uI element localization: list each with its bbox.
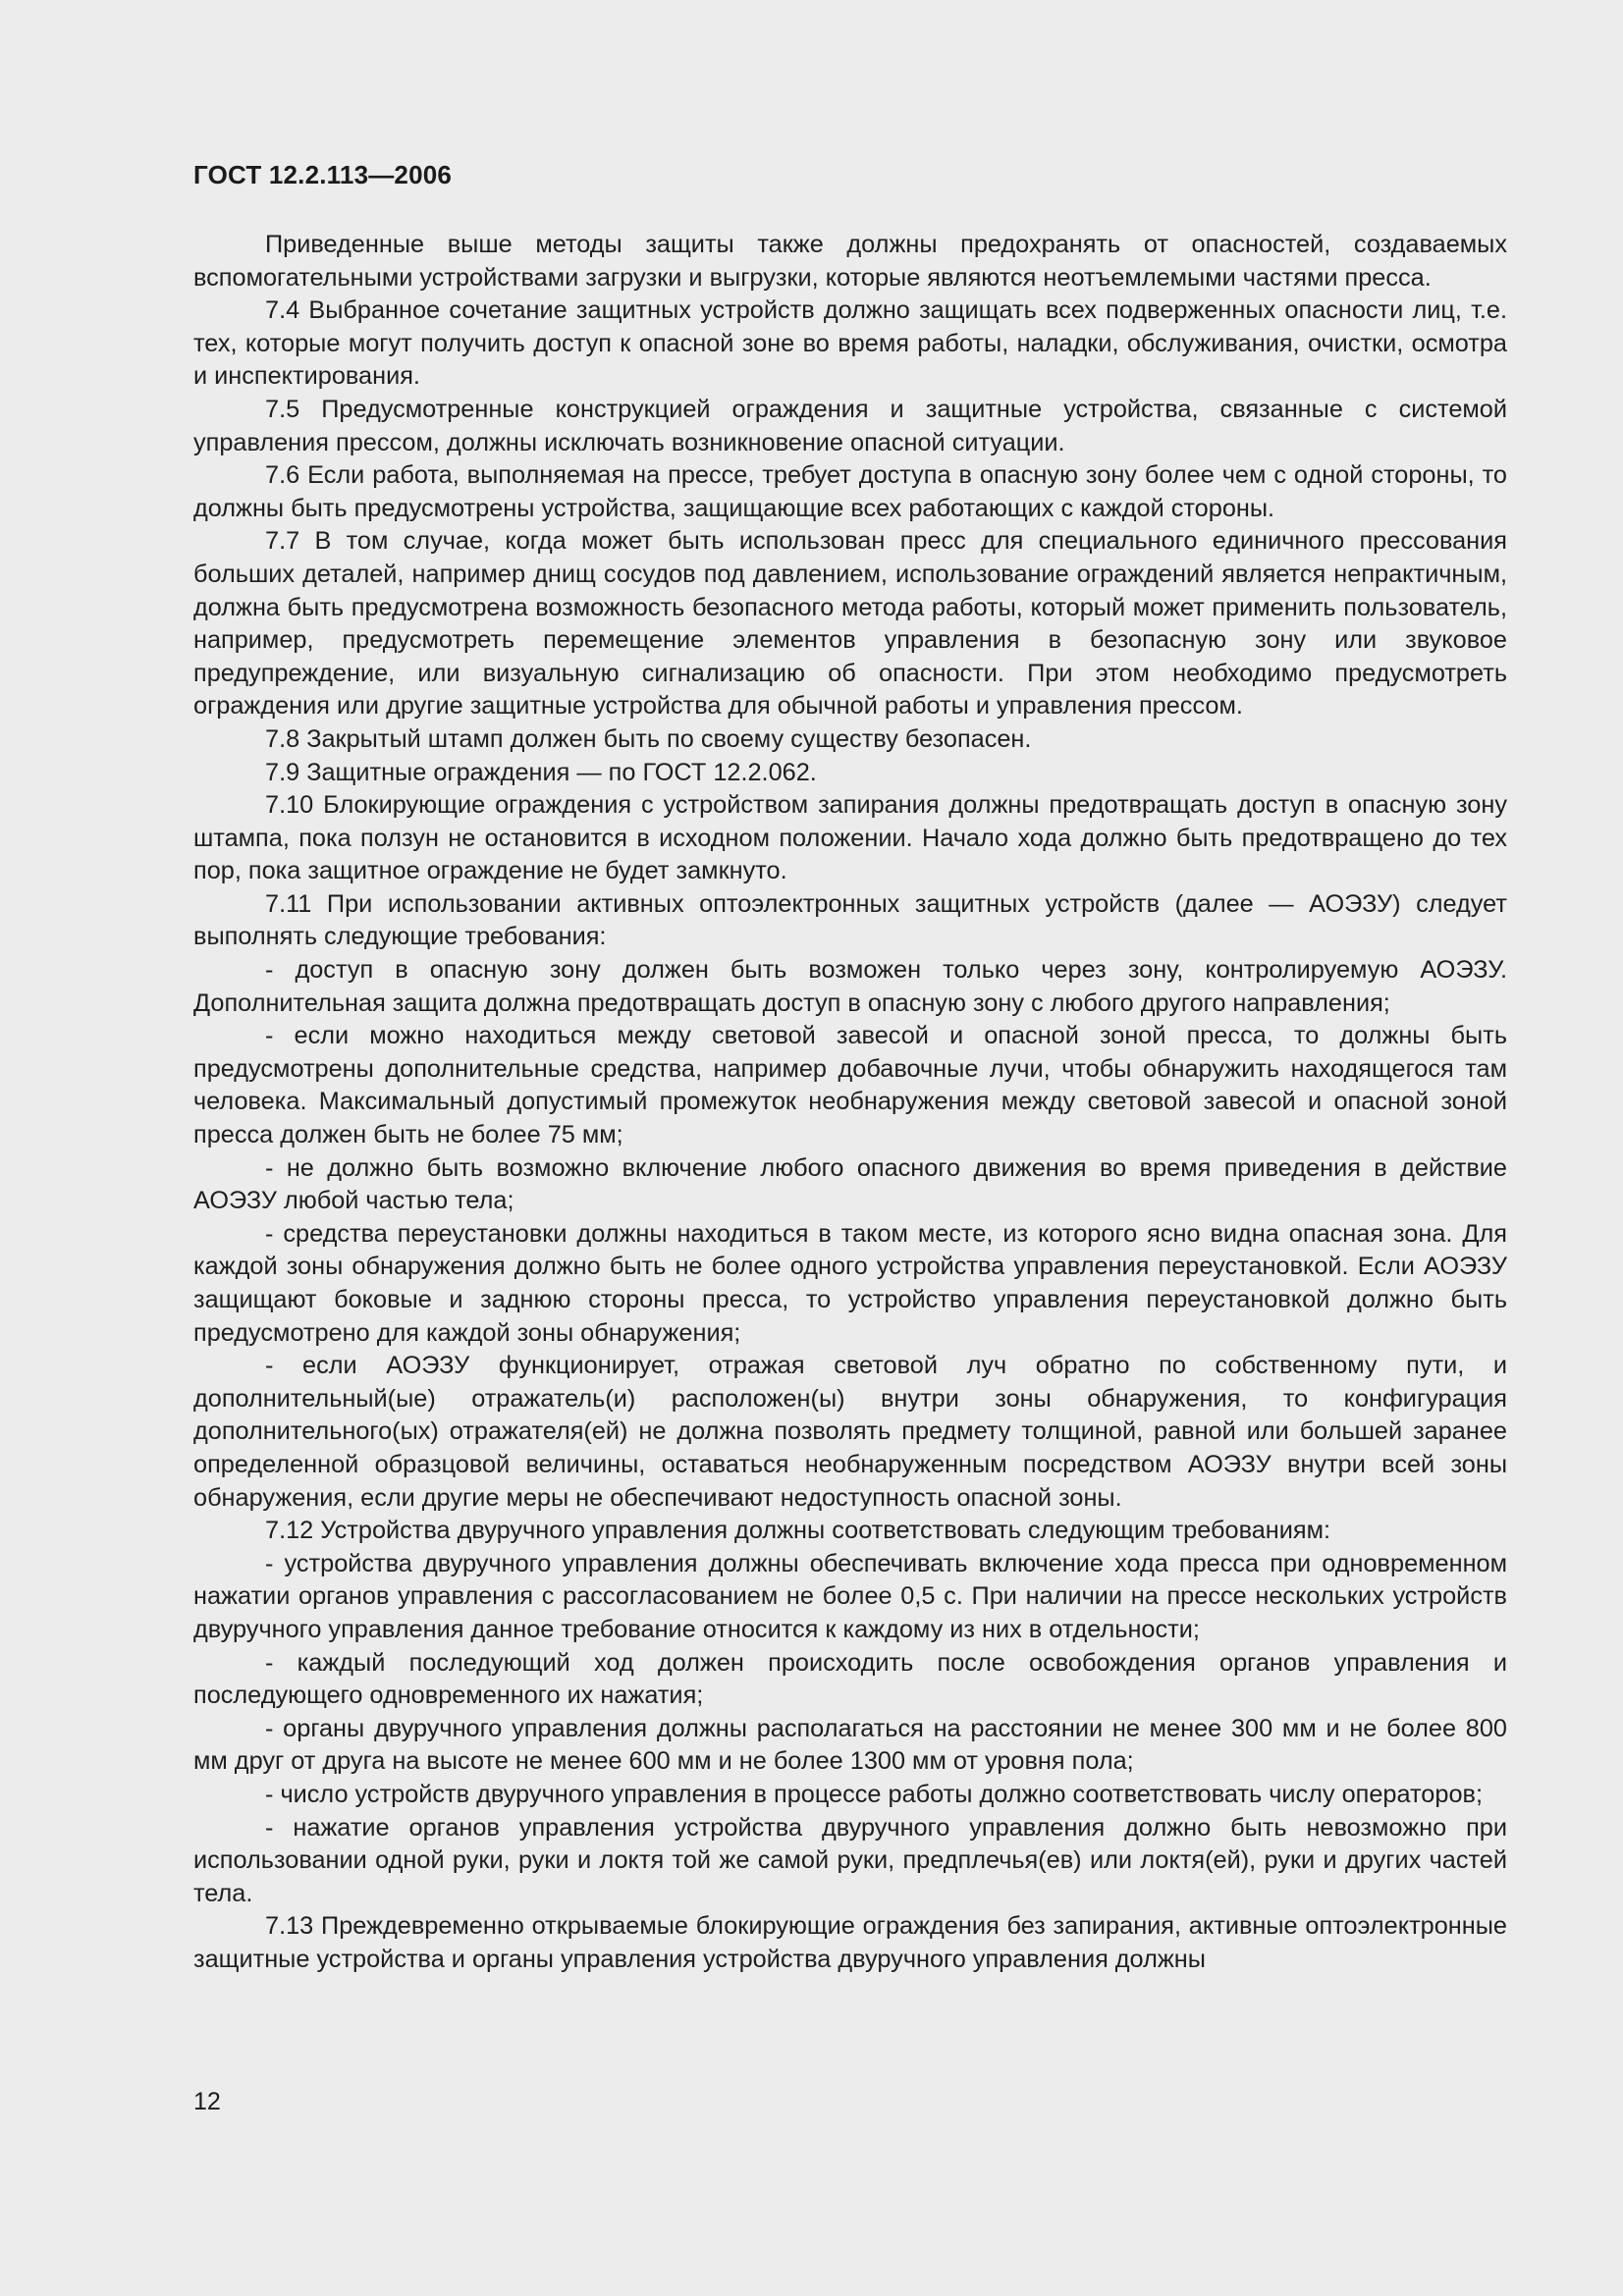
page-number: 12 (193, 2088, 221, 2115)
list-item: - средства переустановки должны находиться в таком месте, из которого ясно видна опасная зона. Для каждой зоны обнаружения должно быть не более одного устройства управления переустановкой. Если АОЭЗУ защищают боковые и заднюю стороны пресса, то устройство управления переустановкой должно быть предусмотрено для каждой зоны обнаружения; (193, 1219, 1507, 1347)
list-item: - если можно находиться между световой завесой и опасной зоной пресса, то должны быть предусмотрены дополнительные средства, например добавочные лучи, чтобы обнаружить находящегося там человека. Максимальный допустимый промежуток необнаружения между световой завесой и опасной зоной пресса должен быть не более 75 мм; (193, 1022, 1507, 1149)
paragraph-7-4: 7.4 Выбранное сочетание защитных устройств должно защищать всех подверженных опасности лиц, т.е. тех, которые могут получить доступ к опасной зоне во время работы, наладки, обслуживания, очистки, осмотра и инспектирования. (193, 296, 1507, 391)
paragraph-7-11: 7.11 При использовании активных оптоэлектронных защитных устройств (далее — АОЭЗУ) следует выполнять следующие требования: (193, 889, 1507, 951)
paragraph-7-5: 7.5 Предусмотренные конструкцией ограждения и защитные устройства, связанные с системой управления прессом, должны исключать возникновение опасной ситуации. (193, 395, 1507, 456)
list-item: - органы двуручного управления должны располагаться на расстоянии не менее 300 мм и не более 800 мм друг от друга на высоте не менее 600 мм и не более 1300 мм от уровня пола; (193, 1714, 1507, 1776)
paragraph-7-10: 7.10 Блокирующие ограждения с устройством запирания должны предотвращать доступ в опасную зону штампа, пока ползун не остановится в исходном положении. Начало хода должно быть предотвращено до тех пор, пока защитное ограждение не будет замкнуто. (193, 791, 1507, 885)
list-item: - не должно быть возможно включение любого опасного движения во время приведения в действие АОЭЗУ любой частью тела; (193, 1153, 1507, 1215)
paragraph-7-8: 7.8 Закрытый штамп должен быть по своему существу безопасен. (265, 724, 1032, 753)
paragraph-7-7: 7.7 В том случае, когда может быть использован пресс для специального единичного прессования больших деталей, например днищ сосудов под давлением, использование ограждений является непрактичным, должна быть предусмотрена возможность безопасного метода работы, который может применить пользователь, например, предусмотреть перемещение элементов управления в безопасную зону или звуковое предупреждение, или визуальную сигнализацию об опасности. При этом необходимо предусмотреть ограждения или другие защитные устройства для обычной работы и управления прессом. (193, 527, 1507, 721)
paragraph-7-12: 7.12 Устройства двуручного управления должны соответствовать следующим требованиям: (265, 1517, 1331, 1545)
list-item: - каждый последующий ход должен происходить после освобождения органов управления и последующего одновременного их нажатия; (193, 1648, 1507, 1710)
list-item: - доступ в опасную зону должен быть возможен только через зону, контролируемую АОЭЗУ. Дополнительная защита должна предотвращать доступ в опасную зону с любого другого направления; (193, 956, 1507, 1017)
paragraph-7-6: 7.6 Если работа, выполняемая на прессе, требует доступа в опасную зону более чем с одной стороны, то должны быть предусмотрены устройства, защищающие всех работающих с каждой стороны. (193, 461, 1507, 522)
list-item: - число устройств двуручного управления в процессе работы должно соответствовать числу операторов; (265, 1780, 1483, 1808)
document-header: ГОСТ 12.2.113—2006 (193, 160, 453, 189)
paragraph: Приведенные выше методы защиты также должны предохранять от опасностей, создаваемых вспомогательными устройствами загрузки и выгрузки, которые являются неотъемлемыми частями пресса. (193, 231, 1507, 292)
paragraph-7-13: 7.13 Преждевременно открываемые блокирующие ограждения без запирания, активные оптоэлектронные защитные устройства и органы управления устройства двуручного управления должны (193, 1912, 1507, 1973)
paragraph-7-9: 7.9 Защитные ограждения — по ГОСТ 12.2.062. (265, 758, 817, 786)
list-item: - если АОЭЗУ функционирует, отражая световой луч обратно по собственному пути, и дополнительный(ые) отражатель(и) расположен(ы) внутри зоны обнаружения, то конфигурация дополнительного(ых) отражателя(ей) не должна позволять предмету толщиной, равной или большей заранее определенной образцовой величины, оставаться необнаруженным посредством АОЭЗУ внутри всей зоны обнаружения, если другие меры не обеспечивают недоступность опасной зоны. (193, 1352, 1507, 1512)
document-body (193, 229, 1507, 1976)
list-item: - устройства двуручного управления должны обеспечивать включение хода пресса при одновременном нажатии органов управления с рассогласованием не более 0,5 с. При наличии на прессе нескольких устройств двуручного управления данное требование относится к каждому из них в отдельности; (193, 1549, 1507, 1643)
list-item: - нажатие органов управления устройства двуручного управления должно быть невозможно при использовании одной руки, руки и локтя той же самой руки, предплечья(ев) или локтя(ей), руки и других частей тела. (193, 1813, 1507, 1907)
